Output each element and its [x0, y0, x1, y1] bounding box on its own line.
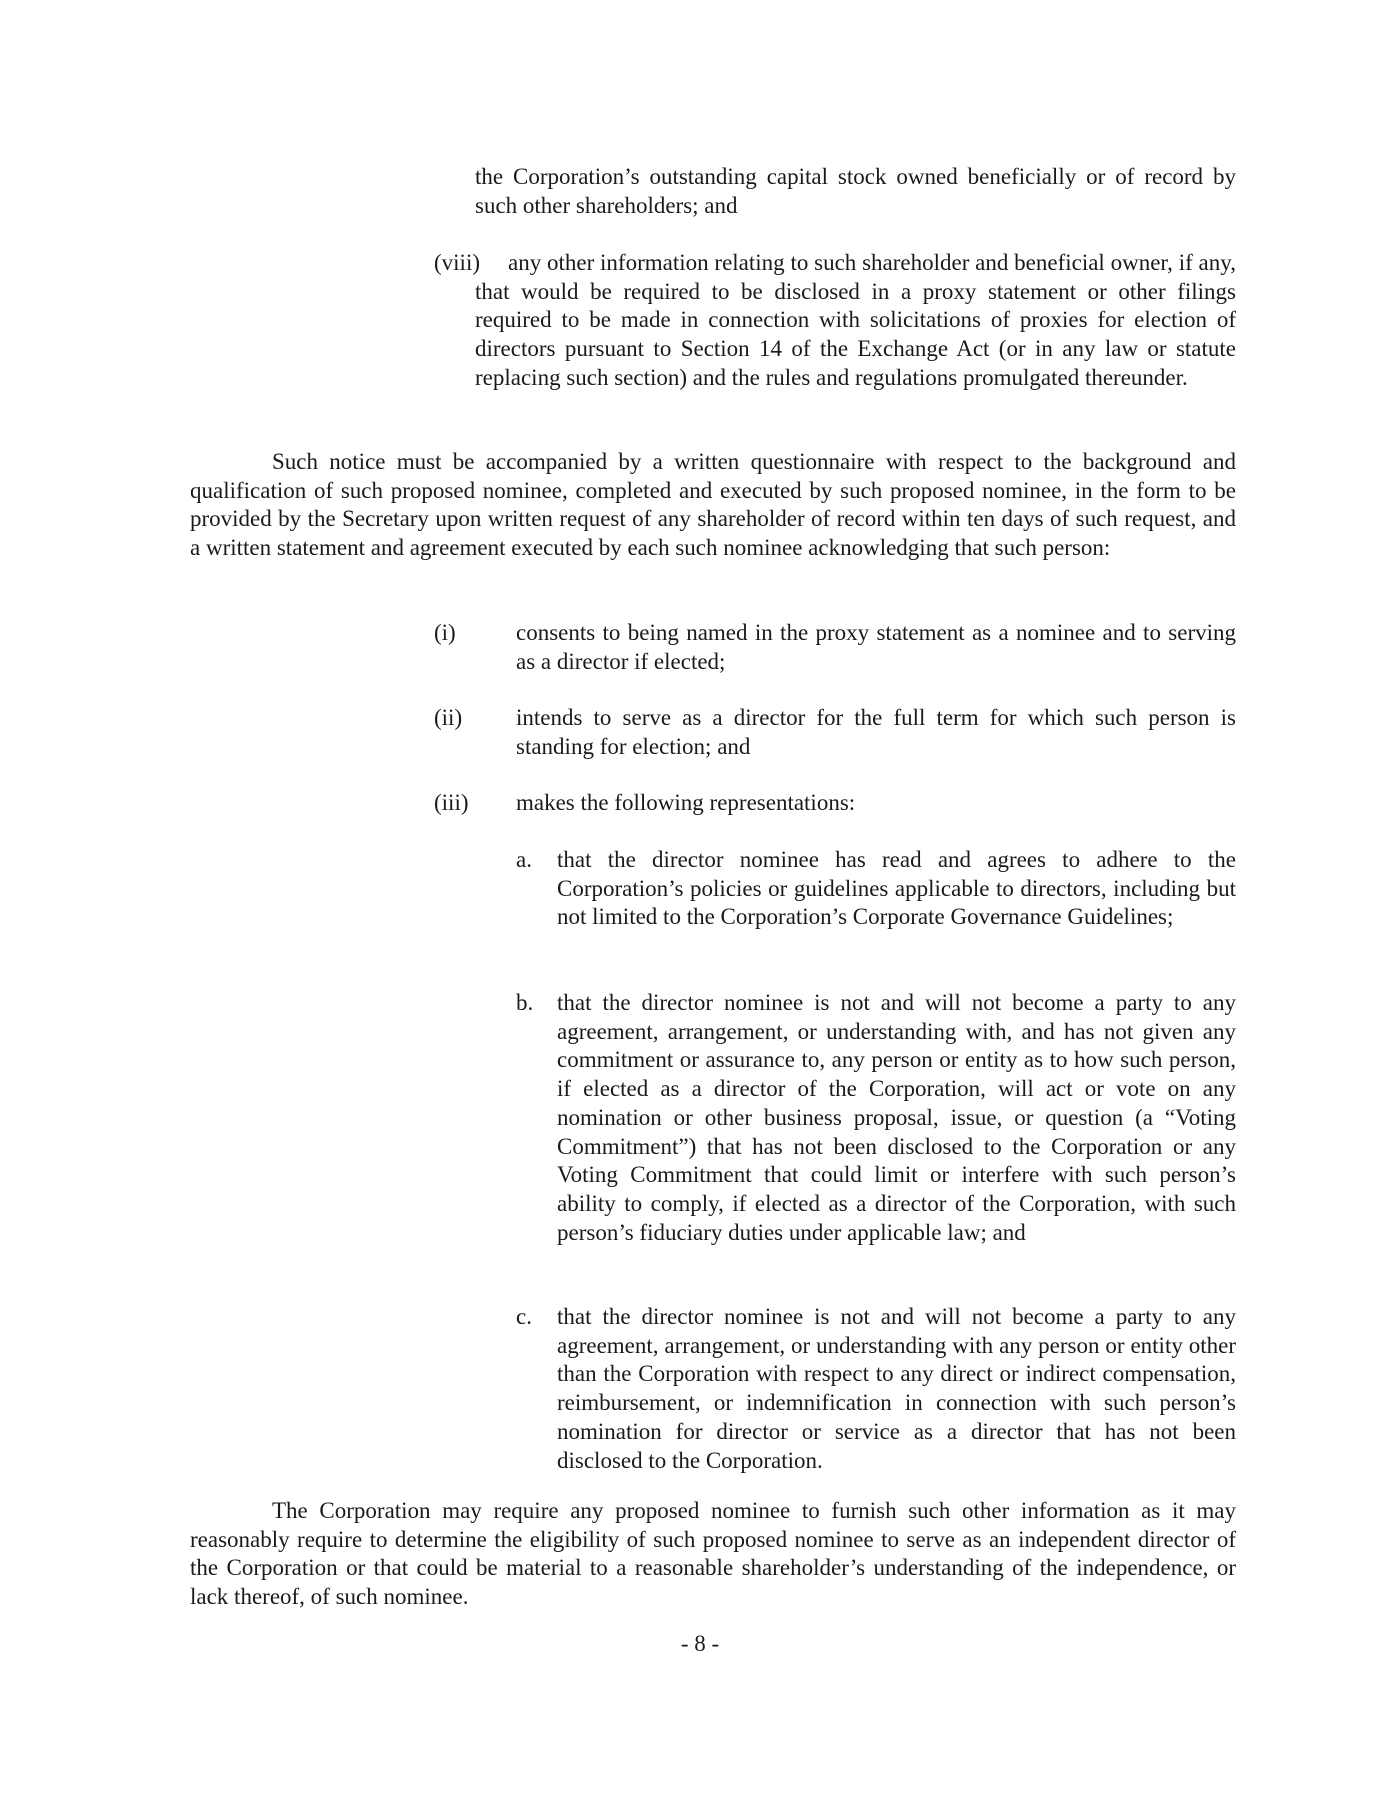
item-iii-text: makes the following representations: [516, 790, 856, 815]
item-c-text: that the director nominee is not and will not become a party to any agreement, arrangement, or understanding with any person or entity other than the Corporation with respect to any direct or indirect compensation, reimbursement, or indemnification in connection with such person’s nomination for director or service as a director that has not been disclosed to the Corporation. [557, 1304, 1236, 1473]
item-b-label: b. [516, 990, 534, 1015]
item-b-text: that the director nominee is not and will not become a party to any agreement, arrangement, or understanding with, and has not given any commitment or assurance to, any person or entity as to how such person, if elected as a director of the Corporation, will act or vote on any nomination or other business proposal, issue, or question (a “Voting Commitment”) that has not been disclosed to the Corporation or any Voting Commitment that could limit or interfere with such person’s ability to comply, if elected as a director of the Corporation, with such person’s fiduciary duties under applicable law; and [557, 990, 1236, 1245]
item-i-text: consents to being named in the proxy statement as a nominee and to serving as a director if elected; [516, 620, 1236, 674]
item-viii-text [434, 249, 1236, 393]
item-viii-label: (viii) [434, 250, 480, 275]
item-a-label: a. [516, 847, 532, 872]
item-ii-text: intends to serve as a director for the full term for which such person is standing for election; and [516, 705, 1236, 759]
paragraph-notice: Such notice must be accompanied by a written questionnaire with respect to the background and qualification of such proposed nominee, completed and executed by such proposed nominee, in the form to be provided by the Secretary upon written request of any shareholder of record within ten days of such request, and a written statement and agreement executed by each such nominee acknowledging that such person: [190, 449, 1236, 561]
item-a-text: that the director nominee has read and agrees to adhere to the Corporation’s policies or guidelines applicable to directors, including but not limited to the Corporation’s Corporate Governance Guidelines; [557, 847, 1236, 930]
item-ii-label: (ii) [434, 705, 463, 730]
item-viii-body: any other information relating to such shareholder and beneficial owner, if any, that would be required to be disclosed in a proxy statement or other filings required to be made in connection with solicitations of proxies for election of directors pursuant to Section 14 of the Exchange Act (or in any law or statute replacing such section) and the rules and regulations promulgated thereunder. [475, 250, 1236, 390]
page-number: - 8 - [680, 1631, 720, 1656]
paragraph-corporation: The Corporation may require any proposed nominee to furnish such other information as it may reasonably require to determine the eligibility of such proposed nominee to serve as an independent director of the Corporation or that could be material to a reasonable shareholder’s understanding of the independence, or lack thereof, of such nominee. [190, 1498, 1236, 1610]
item-c-label: c. [516, 1304, 532, 1329]
item-iii-label: (iii) [434, 790, 469, 815]
item-vii-continuation: the Corporation’s outstanding capital stock owned beneficially or of record by such other shareholders; and [475, 164, 1236, 218]
item-i-label: (i) [434, 620, 456, 645]
